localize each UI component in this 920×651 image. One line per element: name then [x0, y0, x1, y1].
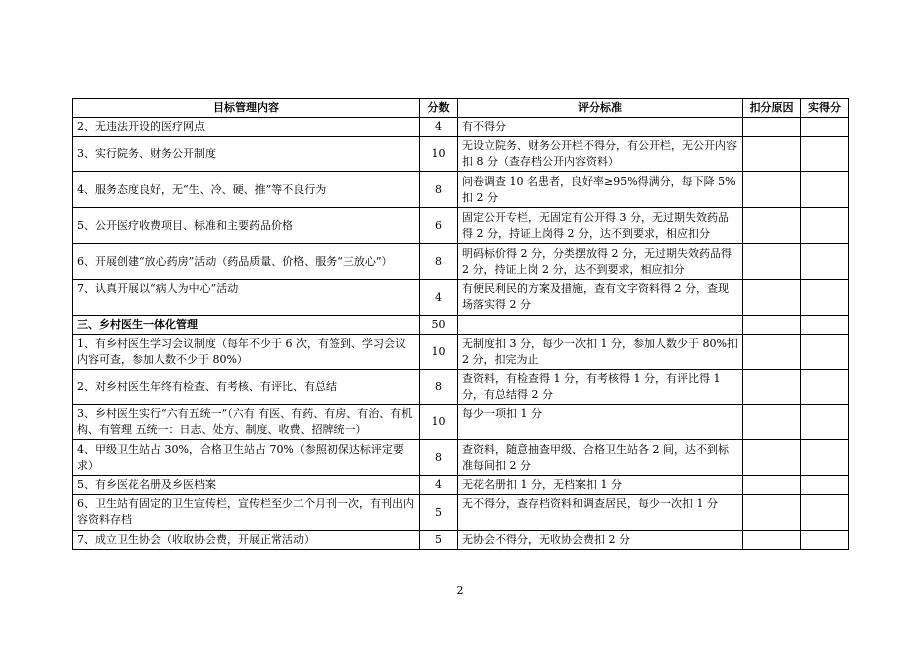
row-content: 2、对乡村医生年终有检查、有考核、有评比、有总结 [73, 370, 420, 405]
row-actual-score [801, 370, 849, 405]
row-deduction-reason [743, 137, 801, 172]
row-content: 1、有乡村医生学习会议制度（每年不少于 6 次，有签到、学习会议内容可查，参加人数不少于 80%） [73, 335, 420, 370]
row-score: 5 [420, 495, 458, 531]
table-header-row [73, 99, 849, 118]
row-deduction-reason [743, 440, 801, 476]
row-actual-score [801, 244, 849, 280]
row-deduction-reason [743, 280, 801, 316]
row-deduction-reason [743, 335, 801, 370]
row-criteria: 无花名册扣 1 分，无档案扣 1 分 [458, 476, 743, 495]
header-deduction-reason: 扣分原因 [743, 99, 801, 118]
row-score: 5 [420, 531, 458, 550]
row-content: 4、服务态度良好，无“生、冷、硬、推”等不良行为 [73, 172, 420, 208]
row-deduction-reason [743, 405, 801, 440]
score-table [72, 98, 849, 550]
row-actual-score [801, 531, 849, 550]
row-score: 10 [420, 405, 458, 440]
row-content: 2、无违法开设的医疗网点 [73, 118, 420, 137]
row-criteria [458, 316, 743, 335]
row-criteria: 查资料，有检查得 1 分，有考核得 1 分，有评比得 1 分，有总结得 2 分 [458, 370, 743, 405]
row-score: 4 [420, 118, 458, 137]
row-deduction-reason [743, 370, 801, 405]
row-criteria: 无协会不得分，无收协会费扣 2 分 [458, 531, 743, 550]
page-number: 2 [456, 584, 464, 597]
row-actual-score [801, 495, 849, 531]
row-criteria: 每少一项扣 1 分 [458, 405, 743, 440]
table-row [73, 495, 849, 531]
table-row [73, 280, 849, 316]
table-row [73, 172, 849, 208]
row-score: 8 [420, 370, 458, 405]
row-score: 8 [420, 172, 458, 208]
section-row [73, 316, 849, 335]
row-actual-score [801, 280, 849, 316]
row-criteria: 有不得分 [458, 118, 743, 137]
row-actual-score [801, 208, 849, 244]
row-content: 6、开展创建“放心药房”活动（药品质量、价格、服务“三放心”） [73, 244, 420, 280]
header-criteria: 评分标准 [458, 99, 743, 118]
table-row [73, 137, 849, 172]
table-row [73, 405, 849, 440]
row-deduction-reason [743, 316, 801, 335]
header-content: 目标管理内容 [73, 99, 420, 118]
row-actual-score [801, 476, 849, 495]
row-content: 3、乡村医生实行“六有五统一”（六有 有医、有药、有房、有治、有机构、有管理 五统一：日志、处方、制度、收费、招牌统一） [73, 405, 420, 440]
row-criteria: 查资料，随意抽查甲级、合格卫生站各 2 间，达不到标准每间扣 2 分 [458, 440, 743, 476]
row-actual-score [801, 137, 849, 172]
row-actual-score [801, 335, 849, 370]
row-score: 4 [420, 476, 458, 495]
row-content: 三、乡村医生一体化管理 [73, 316, 420, 335]
row-actual-score [801, 316, 849, 335]
table-row [73, 335, 849, 370]
row-criteria: 问卷调查 10 名患者，良好率≥95%得满分，每下降 5%扣 2 分 [458, 172, 743, 208]
row-criteria: 无设立院务、财务公开栏不得分，有公开栏，无公开内容扣 8 分（查存档公开内容资料） [458, 137, 743, 172]
row-score: 50 [420, 316, 458, 335]
row-content: 7、成立卫生协会（收取协会费，开展正常活动） [73, 531, 420, 550]
table-row [73, 118, 849, 137]
row-actual-score [801, 405, 849, 440]
row-content: 4、甲级卫生站占 30%，合格卫生站占 70%（参照初保达标评定要求） [73, 440, 420, 476]
row-criteria: 明码标价得 2 分，分类摆放得 2 分，无过期失效药品得 2 分，持证上岗 2 分，达不到要求，相应扣分 [458, 244, 743, 280]
table-row [73, 476, 849, 495]
row-score: 4 [420, 280, 458, 316]
row-criteria: 有便民利民的方案及措施，查有文字资料得 2 分，查现场落实得 2 分 [458, 280, 743, 316]
table-row [73, 208, 849, 244]
header-score: 分数 [420, 99, 458, 118]
row-content: 5、公开医疗收费项目、标准和主要药品价格 [73, 208, 420, 244]
row-deduction-reason [743, 172, 801, 208]
row-deduction-reason [743, 244, 801, 280]
row-content: 6、卫生站有固定的卫生宣传栏，宣传栏至少二个月刊一次，有刊出内容资料存档 [73, 495, 420, 531]
table-row [73, 440, 849, 476]
row-score: 8 [420, 244, 458, 280]
row-deduction-reason [743, 495, 801, 531]
row-actual-score [801, 172, 849, 208]
row-criteria: 固定公开专栏，无固定有公开得 3 分，无过期失效药品得 2 分，持证上岗得 2 分，达不到要求，相应扣分 [458, 208, 743, 244]
row-content: 3、实行院务、财务公开制度 [73, 137, 420, 172]
row-score: 6 [420, 208, 458, 244]
row-score: 10 [420, 335, 458, 370]
row-deduction-reason [743, 118, 801, 137]
row-content: 7、认真开展以“病人为中心”活动 [73, 280, 420, 316]
row-actual-score [801, 440, 849, 476]
row-deduction-reason [743, 476, 801, 495]
row-deduction-reason [743, 208, 801, 244]
table-row [73, 370, 849, 405]
row-score: 10 [420, 137, 458, 172]
row-deduction-reason [743, 531, 801, 550]
row-criteria: 无制度扣 3 分，每少一次扣 1 分，参加人数少于 80%扣 2 分，扣完为止 [458, 335, 743, 370]
row-content: 5、有乡医花名册及乡医档案 [73, 476, 420, 495]
row-score: 8 [420, 440, 458, 476]
header-actual-score: 实得分 [801, 99, 849, 118]
row-criteria: 无不得分，查存档资料和调查居民，每少一次扣 1 分 [458, 495, 743, 531]
table-body [73, 118, 849, 550]
table-row [73, 531, 849, 550]
row-actual-score [801, 118, 849, 137]
table-row [73, 244, 849, 280]
